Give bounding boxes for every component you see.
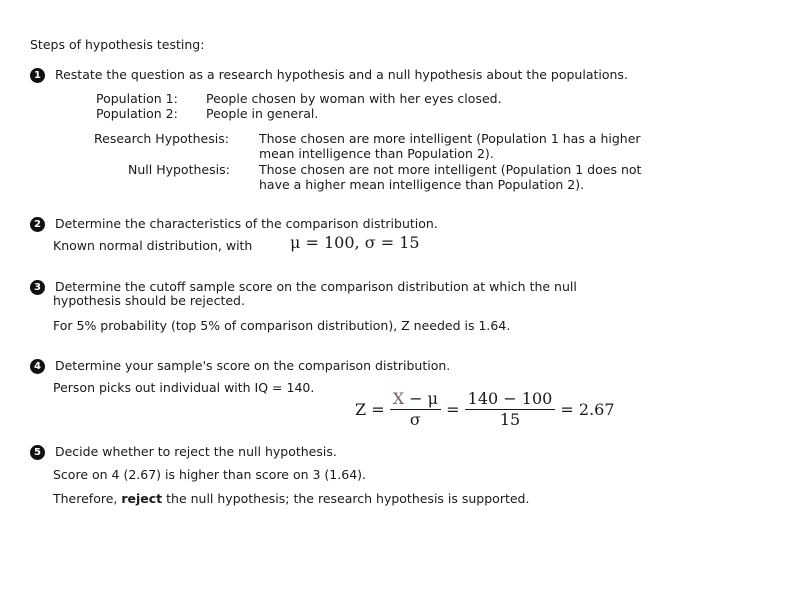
z-formula-result: = 2.67: [560, 400, 615, 419]
null-hypothesis-line-2: have a higher mean intelligence than Population 2).: [259, 177, 585, 192]
step-3-text: For 5% probability (top 5% of comparison distribution), Z needed is 1.64.: [53, 318, 511, 333]
z-score-formula: [355, 390, 615, 429]
population-2-text: People in general.: [206, 106, 319, 121]
step-2-heading: Determine the characteristics of the comparison distribution.: [54, 216, 438, 231]
research-hypothesis-label: Research Hypothesis:: [94, 131, 229, 146]
step-4-number-icon: 4: [30, 359, 45, 374]
population-1-text: People chosen by woman with her eyes closed.: [206, 91, 502, 106]
step-5-line-2-pre: Therefore,: [53, 491, 122, 506]
step-2-heading-row: [30, 216, 438, 232]
z-formula-denominator-2: 15: [499, 410, 521, 429]
step-1-number-icon: 1: [30, 68, 45, 83]
z-formula-fraction-1: [390, 390, 441, 429]
z-formula-lhs: Z =: [355, 400, 385, 419]
step-4-text: Person picks out individual with IQ = 140.: [53, 380, 315, 395]
step-2-number-icon: 2: [30, 217, 45, 232]
null-hypothesis-label: Null Hypothesis:: [128, 162, 230, 177]
step-4-heading: Determine your sample's score on the comparison distribution.: [54, 358, 451, 373]
z-formula-numerator-2: 140 − 100: [465, 390, 556, 410]
step-3-heading-line-1: Determine the cutoff sample score on the comparison distribution at which the null: [54, 279, 577, 294]
z-formula-denominator-1: σ: [409, 410, 421, 429]
research-hypothesis-line-1: Those chosen are more intelligent (Population 1 has a higher: [259, 131, 641, 146]
x-bar-symbol: X: [392, 389, 405, 408]
research-hypothesis-line-2: mean intelligence than Population 2).: [259, 146, 494, 161]
step-1-heading-row: [30, 67, 628, 83]
step-3-number-icon: 3: [30, 280, 45, 295]
null-hypothesis-line-1: Those chosen are not more intelligent (Population 1 does not: [259, 162, 642, 177]
population-1-label: Population 1:: [96, 91, 178, 106]
step-5-number-icon: 5: [30, 445, 45, 460]
step-5-heading-row: [30, 444, 337, 460]
step-1-heading: Restate the question as a research hypothesis and a null hypothesis about the populations.: [54, 67, 628, 82]
step-2-text: Known normal distribution, with: [53, 238, 253, 253]
step-2-formula: μ = 100, σ = 15: [290, 233, 420, 252]
step-3-heading-line-2: hypothesis should be rejected.: [53, 293, 245, 308]
step-5-reject-word: reject: [121, 491, 163, 506]
z-formula-equals: =: [446, 400, 460, 419]
step-5-line-2-post: the null hypothesis; the research hypothesis is supported.: [162, 491, 530, 506]
step-5-line-2: [53, 491, 529, 506]
z-formula-numerator-1-rest: − μ: [404, 389, 439, 408]
step-5-heading: Decide whether to reject the null hypothesis.: [54, 444, 337, 459]
page-title: Steps of hypothesis testing:: [30, 37, 205, 52]
z-formula-fraction-2: [465, 390, 556, 429]
population-2-label: Population 2:: [96, 106, 178, 121]
step-5-line-1: Score on 4 (2.67) is higher than score on 3 (1.64).: [53, 467, 366, 482]
step-4-heading-row: [30, 358, 450, 374]
